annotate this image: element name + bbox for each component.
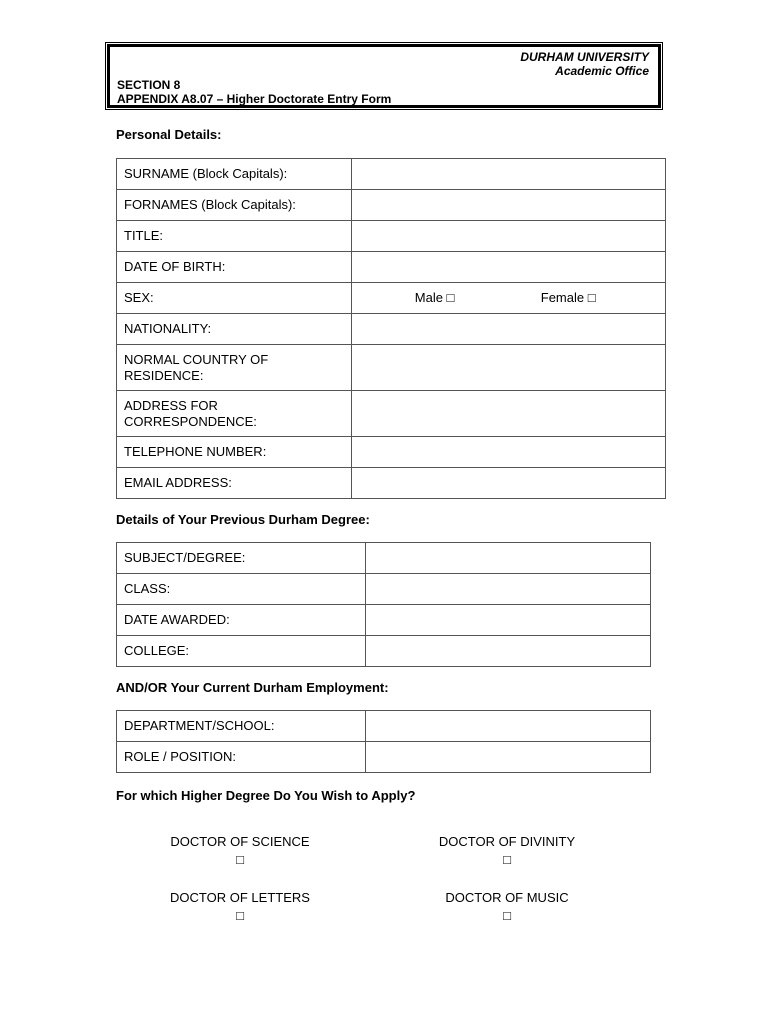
section-label: SECTION 8 [117, 78, 181, 92]
dob-label: DATE OF BIRTH: [117, 252, 352, 283]
email-label: EMAIL ADDRESS: [117, 468, 352, 499]
sex-female-checkbox[interactable]: Female □ [540, 290, 596, 305]
option-label: DOCTOR OF SCIENCE [170, 834, 310, 849]
document-header [107, 44, 661, 108]
subject-label: SUBJECT/DEGREE: [117, 543, 366, 574]
degree-table [116, 542, 651, 667]
appendix-title: APPENDIX A8.07 – Higher Doctorate Entry Form [117, 92, 392, 106]
role-field[interactable] [365, 742, 650, 773]
header-right [520, 50, 649, 78]
subject-field[interactable] [365, 543, 650, 574]
doctor-of-science-checkbox[interactable]: □ [236, 852, 244, 867]
option-doctor-of-music [407, 889, 607, 925]
employment-heading: AND/OR Your Current Durham Employment: [116, 680, 389, 695]
nationality-label: NATIONALITY: [117, 314, 352, 345]
doctor-of-letters-checkbox[interactable]: □ [236, 908, 244, 923]
personal-heading: Personal Details: [116, 127, 222, 142]
college-label: COLLEGE: [117, 636, 366, 667]
address-label: ADDRESS FOR CORRESPONDENCE: [117, 391, 352, 437]
option-label: DOCTOR OF DIVINITY [438, 834, 576, 849]
class-label: CLASS: [117, 574, 366, 605]
date-awarded-field[interactable] [365, 605, 650, 636]
doctor-of-music-checkbox[interactable]: □ [503, 908, 511, 923]
residence-field[interactable] [351, 345, 665, 391]
title-label: TITLE: [117, 221, 352, 252]
header-left [117, 78, 391, 106]
option-doctor-of-science [140, 833, 340, 869]
class-field[interactable] [365, 574, 650, 605]
sex-label: SEX: [117, 283, 352, 314]
department-field[interactable] [365, 711, 650, 742]
role-label: ROLE / POSITION: [117, 742, 366, 773]
title-field[interactable] [351, 221, 665, 252]
sex-male-checkbox[interactable]: Male □ [414, 290, 455, 305]
dob-field[interactable] [351, 252, 665, 283]
option-doctor-of-letters [140, 889, 340, 925]
college-field[interactable] [365, 636, 650, 667]
sex-options [351, 283, 665, 314]
surname-label: SURNAME (Block Capitals): [117, 159, 352, 190]
doctor-of-divinity-checkbox[interactable]: □ [503, 852, 511, 867]
degree-heading: Details of Your Previous Durham Degree: [116, 512, 370, 527]
forenames-label: FORNAMES (Block Capitals): [117, 190, 352, 221]
telephone-field[interactable] [351, 437, 665, 468]
option-label: DOCTOR OF LETTERS [170, 890, 310, 905]
email-field[interactable] [351, 468, 665, 499]
apply-heading: For which Higher Degree Do You Wish to Apply? [116, 788, 416, 803]
residence-label: NORMAL COUNTRY OF RESIDENCE: [117, 345, 352, 391]
department-label: DEPARTMENT/SCHOOL: [117, 711, 366, 742]
employment-table [116, 710, 651, 773]
telephone-label: TELEPHONE NUMBER: [117, 437, 352, 468]
personal-table [116, 158, 666, 499]
office-name: Academic Office [555, 64, 649, 78]
surname-field[interactable] [351, 159, 665, 190]
org-name: DURHAM UNIVERSITY [520, 50, 649, 64]
forenames-field[interactable] [351, 190, 665, 221]
date-awarded-label: DATE AWARDED: [117, 605, 366, 636]
option-label: DOCTOR OF MUSIC [445, 890, 569, 905]
address-field[interactable] [351, 391, 665, 437]
option-doctor-of-divinity [407, 833, 607, 869]
nationality-field[interactable] [351, 314, 665, 345]
